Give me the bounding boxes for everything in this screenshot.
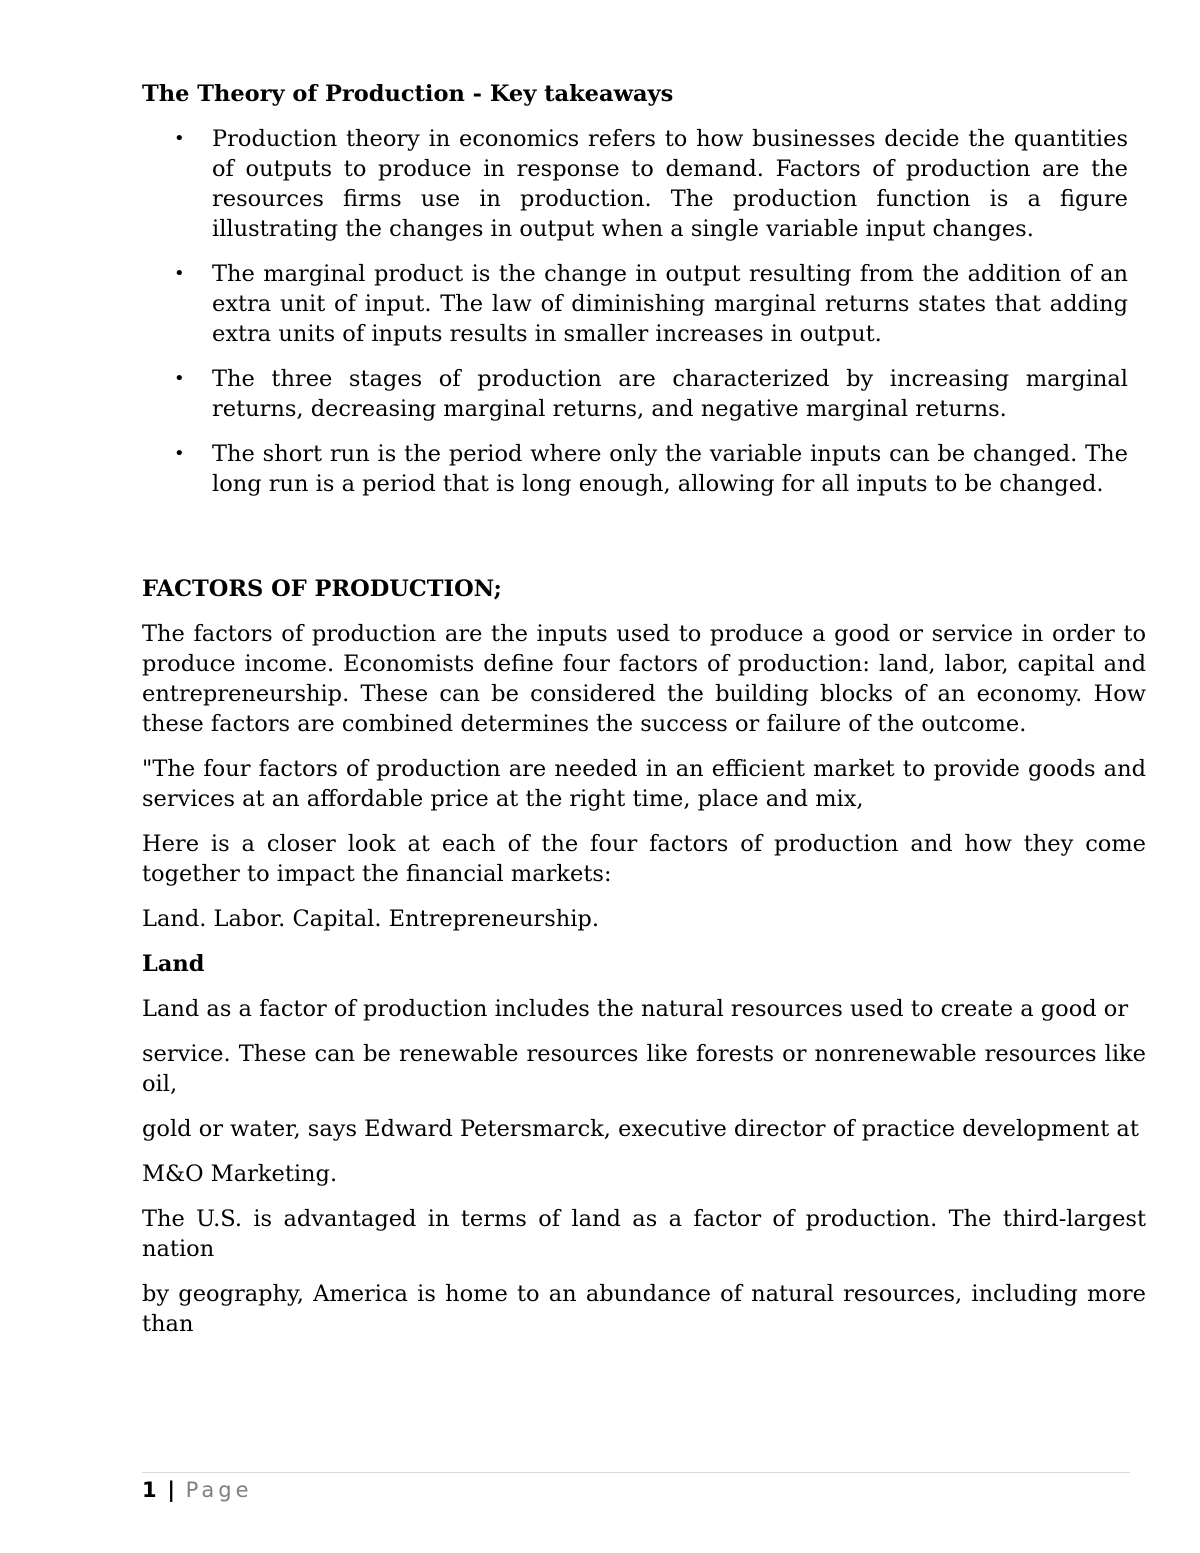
page-title: The Theory of Production - Key takeaways (142, 81, 674, 107)
key-takeaways-list (142, 124, 1128, 499)
page-number: 1 (142, 1478, 157, 1502)
footer-divider (142, 1472, 1130, 1473)
bullet-icon: • (174, 368, 185, 389)
list-item-text: The three stages of production are characterized by increasing marginal returns, decreasing marginal returns, and negative marginal returns. (212, 366, 1128, 422)
bullet-icon: • (174, 263, 185, 284)
list-item-text: The marginal product is the change in output resulting from the addition of an extra unit of input. The law of diminishing marginal returns states that adding extra units of inputs results in smaller increases in output. (212, 261, 1128, 347)
footer-separator: | (167, 1478, 175, 1502)
land-heading: Land (142, 951, 205, 977)
list-item (142, 259, 1128, 349)
factors-paragraph: Here is a closer look at each of the four factors of production and how they come together to impact the financial markets: (142, 831, 1146, 887)
list-item (142, 124, 1128, 244)
factors-paragraph: The factors of production are the inputs used to produce a good or service in order to produce income. Economists define four factors of production: land, labor, capital and entrepreneurship. These can be considered the building blocks of an economy. How these factors are combined determines the success or failure of the outcome. (142, 621, 1146, 737)
land-paragraph: M&O Marketing. (142, 1161, 338, 1187)
land-paragraph: service. These can be renewable resources like forests or nonrenewable resources like oil, (142, 1041, 1146, 1097)
list-item-text: Production theory in economics refers to how businesses decide the quantities of outputs to produce in response to demand. Factors of production are the resources firms use in production. The production function is a figure illustrating the changes in output when a single variable input changes. (212, 126, 1128, 242)
land-paragraph: The U.S. is advantaged in terms of land as a factor of production. The third-largest nation (142, 1206, 1146, 1262)
page-footer (142, 1476, 253, 1504)
factors-heading: FACTORS OF PRODUCTION; (142, 576, 502, 602)
page-label: Page (185, 1478, 253, 1502)
section-spacer (142, 514, 1146, 574)
bullet-icon: • (174, 128, 185, 149)
list-item (142, 364, 1128, 424)
list-item-text: The short run is the period where only the variable inputs can be changed. The long run is a period that is long enough, allowing for all inputs to be changed. (212, 441, 1128, 497)
document-body (142, 79, 1146, 1354)
factors-paragraph: Land. Labor. Capital. Entrepreneurship. (142, 906, 599, 932)
factors-paragraph: "The four factors of production are needed in an efficient market to provide goods and services at an affordable price at the right time, place and mix, (142, 756, 1146, 812)
list-item (142, 439, 1128, 499)
land-paragraph: gold or water, says Edward Petersmarck, executive director of practice development at (142, 1116, 1139, 1142)
bullet-icon: • (174, 443, 185, 464)
land-paragraph: Land as a factor of production includes the natural resources used to create a good or (142, 996, 1129, 1022)
land-paragraph: by geography, America is home to an abundance of natural resources, including more than (142, 1281, 1146, 1337)
